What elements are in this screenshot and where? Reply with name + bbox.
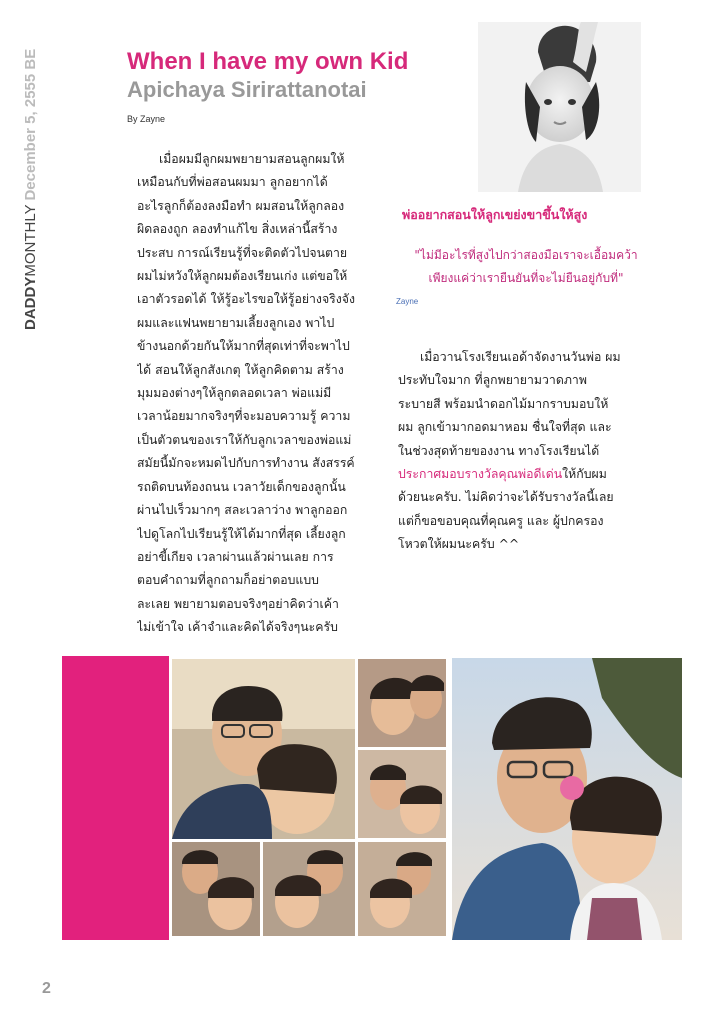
pink-accent-block bbox=[62, 656, 169, 940]
text-line: เป็นตัวตนของเราให้กับลูกเวลาของพ่อแม่ bbox=[137, 432, 352, 447]
text-line: ประทับใจมาก ที่ลูกพยายามวาดภาพ bbox=[398, 373, 587, 388]
text-line: รถติดบนท้องถนน เวลาวัยเด็กของลูกนั้น bbox=[137, 479, 346, 494]
text-line: ผมและแฟนพยายามเลี้ยงลูกเอง พาไป bbox=[137, 315, 335, 330]
text-line: ผมไม่หวังให้ลูกผมต้องเรียนเก่ง แต่ขอให้ bbox=[137, 269, 348, 284]
text-line: ระบายสี พร้อมนำดอกไม้มากราบมอบให้ bbox=[398, 396, 609, 411]
collage-photo bbox=[358, 659, 446, 747]
quote-line: "ไม่มีอะไรที่สูงไปกว่าสองมือเราจะเอื้อมคว้า bbox=[414, 248, 638, 262]
collage-photo bbox=[263, 842, 355, 936]
text-line: มุมมองต่างๆให้ลูกตลอดเวลา พ่อแม่มี bbox=[137, 386, 332, 401]
article-column-2 bbox=[398, 346, 668, 557]
text-line: เอาตัวรอดได้ ให้รู้อะไรขอให้รู้อย่างจริงจัง bbox=[137, 292, 355, 307]
magazine-side-label bbox=[22, 49, 39, 330]
text-line: โหวตให้ผมนะครับ ^^ bbox=[398, 537, 520, 552]
text-line: เวลาน้อยมากจริงๆที่จะมอบความรู้ ความ bbox=[137, 409, 351, 424]
highlight-suffix: ให้กับผม bbox=[562, 467, 607, 482]
father-daughter-photo bbox=[452, 658, 682, 940]
text-line: ไม่เข้าใจ เค้าจำและคิดได้จริงๆนะครับ bbox=[137, 620, 338, 635]
text-line: ได้ สอนให้ลูกสังเกตุ ให้ลูกคิดตาม สร้าง bbox=[137, 362, 344, 377]
child-photo bbox=[478, 22, 641, 192]
collage-photo bbox=[358, 750, 446, 838]
article-column-1 bbox=[137, 148, 389, 640]
text-line: ประสบ การณ์เรียนรู้ที่จะติดตัวไปจนตาย bbox=[137, 245, 348, 260]
award-highlight: ประกาศมอบรางวัลคุณพ่อดีเด่น bbox=[398, 467, 563, 482]
magazine-name-light: MONTHLY bbox=[22, 204, 39, 277]
text-line: ผม ลูกเข้ามากอดมาหอม ชื่นใจที่สุด และ bbox=[398, 420, 612, 435]
text-line: ไปดูโลกไปเรียนรู้ให้ได้มากที่สุด เลี้ยงลูก bbox=[137, 526, 346, 541]
text-line: ในช่วงสุดท้ายของงาน ทางโรงเรียนได้ bbox=[398, 443, 600, 458]
text-line: ผิดลองถูก ลองทำแก้ไข สิ่งเหล่านี้สร้าง bbox=[137, 222, 338, 237]
text-line: ตอบคำถามที่ลูกถามก็อย่าตอบแบบ bbox=[137, 573, 319, 588]
text-line: แต่ก็ขอขอบคุณที่คุณครู และ ผู้ปกครอง bbox=[398, 513, 604, 528]
byline: By Zayne bbox=[127, 114, 166, 124]
text-line: ผ่านไปเร็วมากๆ สละเวลาว่าง พาลูกออก bbox=[137, 503, 348, 518]
magazine-name-bold: DADDY bbox=[22, 276, 39, 330]
pull-quote bbox=[396, 244, 656, 290]
text-line: เหมือนกับที่พ่อสอนผมมา ลูกอยากได้ bbox=[137, 175, 328, 190]
father-daughter-photo bbox=[172, 659, 355, 839]
text-line: ด้วยนะครับ. ไม่คิดว่าจะได้รับรางวัลนี้เลย bbox=[398, 490, 614, 505]
text-line: ละเลย พยายามตอบจริงๆอย่าคิดว่าเค้า bbox=[137, 596, 339, 611]
text-line: เมื่อผมมีลูกผมพยายามสอนลูกผมให้ bbox=[159, 152, 345, 166]
text-line: เมื่อวานโรงเรียนเอด้าจัดงานวันพ่อ ผม bbox=[420, 350, 621, 364]
pull-heading: พ่ออยากสอนให้ลูกเขย่งขาขึ้นให้สูง bbox=[402, 207, 588, 222]
collage-photo bbox=[172, 842, 260, 936]
page-number: 2 bbox=[42, 980, 51, 997]
text-line: อย่าขี้เกียจ เวลาผ่านแล้วผ่านเลย การ bbox=[137, 549, 334, 564]
issue-date: December 5, 2555 BE bbox=[22, 48, 39, 201]
article-title: When I have my own Kid bbox=[127, 48, 409, 75]
text-line: อะไรลูกก็ต้องลงมือทำ ผมสอนให้ลูกลอง bbox=[137, 198, 345, 213]
text-line: ข้างนอกด้วยกันให้มากที่สุดเท่าที่จะพาไป bbox=[137, 339, 350, 354]
quote-line: เพียงแค่ว่าเรายืนยันที่จะไม่ยืนอยู่กับที่" bbox=[428, 271, 624, 285]
text-line: สมัยนี้มักจะหมดไปกับการทำงาน สังสรรค์ bbox=[137, 456, 355, 471]
text-line-highlighted bbox=[398, 463, 668, 486]
article-author: Apichaya Sirirattanotai bbox=[127, 77, 367, 102]
quote-author: Zayne bbox=[396, 297, 419, 306]
collage-photo bbox=[358, 842, 446, 936]
